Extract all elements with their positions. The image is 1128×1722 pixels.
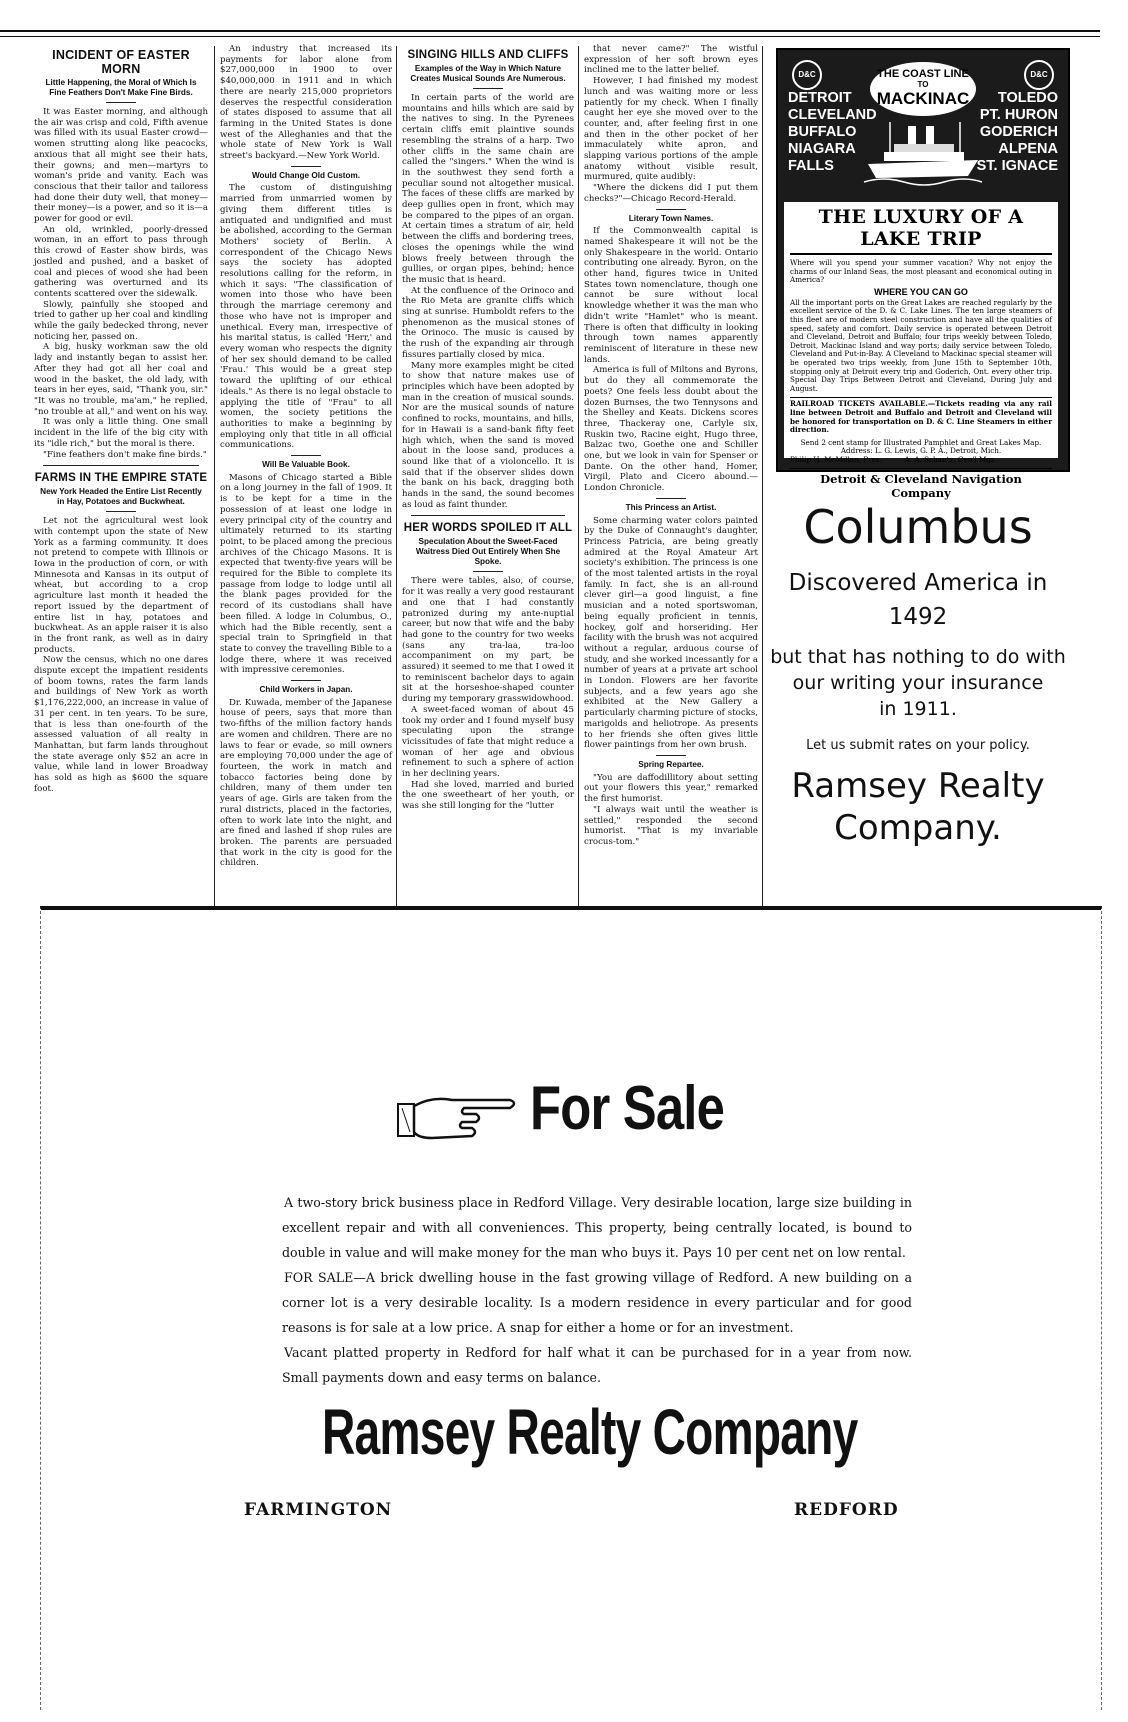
for-sale-body: [282, 1190, 912, 1390]
coast-line-badge: [870, 62, 976, 116]
headline-singing-hills: SINGING HILLS AND CLIFFS: [407, 49, 569, 61]
columbus-line: our writing your insurance: [792, 672, 1044, 694]
paragraph: An industry that increased its payments for labor alone from $27,000,000 in 1900 to over $40,000,000 in 1911 and in which there are nearly 215,000 proprietors deserves the respectful consideration of states disposed to assume that all farming in the United States is done west of the Alleghanies and that the whole state of New York is Wall street's backyard.—New York World.: [220, 44, 392, 162]
separator: [656, 498, 686, 499]
paragraph: "Where the dickens did I put them checks?"—Chicago Record-Herald.: [584, 183, 758, 204]
for-sale-title: For Sale: [530, 1074, 725, 1143]
column-divider: [396, 46, 397, 906]
separator: [291, 166, 321, 167]
coast-line-ad: [776, 48, 1070, 501]
columbus-year: 1492: [888, 604, 948, 630]
subhead-literary-towns: Literary Town Names.: [628, 213, 714, 223]
paragraph: There were tables, also, of course, for it was really a very good restaurant and one that I had constantly patronized during my ante-nuptial career, but now that wife and the baby had gone to the country for two weeks (sans any tra-laa, tra-loo accompaniment on my part, be assured) it seemed to me that I owed it to reminiscent bachelor days to again sit at the horseshoe-shaped counter during my temporary grasswidowhood.: [402, 576, 574, 705]
paragraph: Many more examples might be cited to show that nature makes use of principles which have been adopted by man in the creation of musical sounds. Nor are the musical sounds of nature confined to rocks, mountains, and hills, for in Hawaii is a sand-bank fifty feet high which, when the sand is moved about in the loose sand, produces a sound like that of a violoncello. It is said that if the observer slides down the bank on his back, dragging both hands in the sand, the sound becomes as loud as faint thunder.: [402, 360, 574, 510]
separator: [473, 571, 503, 572]
dc-logo-icon: D&C: [792, 60, 822, 90]
column-2: [220, 44, 392, 900]
columbus-line: but that has nothing to do with: [770, 646, 1066, 668]
deck-her-words: Speculation About the Sweet-Faced Waitress Died Out Entirely When She Spoke.: [415, 537, 561, 567]
subhead-princess-artist: This Princess an Artist.: [625, 502, 717, 512]
separator: [411, 515, 566, 516]
columbus-ad: [768, 500, 1068, 849]
top-rule-thin: [0, 36, 1100, 37]
where-heading: WHERE YOU CAN GO: [874, 286, 968, 297]
deck-farms: New York Headed the Entire List Recently in Hay, Potatoes and Buckwheat.: [40, 487, 202, 507]
columbus-line: in 1911.: [879, 698, 957, 720]
deck-easter-morn: Little Happening, the Moral of Which Is Fine Feathers Don't Make Fine Birds.: [45, 78, 197, 97]
column-1: [34, 44, 208, 900]
paragraph: It was Easter morning, and although the air was crisp and cold, Fifth avenue was filled with its usual Easter crowd—women strutting along like peacocks, anxious that all might see their hats, their gowns; and men—martyrs to woman's pride and vanity. Each was conscious that their tailor and tailoress had done their duty well, that money—their money—is a power, and so it is—a power for good or evil.: [34, 107, 208, 225]
sale-paragraph: FOR SALE—A brick dwelling house in the fast growing village of Redford. A new building on a corner lot is a very desirable locality. Is a modern residence in every particular and for good reasons is for sale at a low price. A snap for either a home or for an investment.: [282, 1270, 912, 1335]
city-name: CLEVELAND: [788, 107, 877, 123]
columbus-company: Company.: [834, 808, 1002, 848]
coast-railroad: RAILROAD TICKETS AVAILABLE.—Tickets reading via any rail line between Detroit and Buffalo and Detroit and Cleveland will be honored for transportation on D. & C. Line Steamers in either direction.: [790, 399, 1052, 435]
separator: [656, 755, 686, 756]
sale-town-right: REDFORD: [794, 1500, 899, 1520]
separator: [656, 209, 686, 210]
columbus-cta: Let us submit rates on your policy.: [806, 738, 1030, 753]
columbus-title: Columbus: [803, 500, 1033, 554]
pointing-hand-icon: [392, 1086, 520, 1146]
column-divider: [762, 46, 763, 906]
luxury-heading: THE LUXURY OF A LAKE TRIP: [790, 206, 1052, 255]
subhead-spring-repartee: Spring Repartee.: [638, 760, 704, 769]
subhead-child-workers: Child Workers in Japan.: [259, 685, 353, 695]
coast-address: Address: L. G. Lewis, G. P. A., Detroit, Mich.: [840, 446, 1002, 456]
paragraph: "I always wait until the weather is settled," responded the second humorist. "That is my invariable crocus-tom.": [584, 804, 758, 847]
paragraph: In certain parts of the world are mountains and hills which are said by the natives to sing. In the Pyrenees certain cliffs emit plaintive sounds resembling the strains of a harp. Two other cliffs in the same chain are called the "singers." When the wind is in the southwest they send forth a peculiar sound not altogether musical. The faces of these cliffs are marked by deep gullies open in front, which may be compared to the pipes of an organ. At certain times a stratum of air, held between the cliffs and bordering trees, closes the openings while the wind blows freely between through the gullies, or organ pipes, behind; hence the music that is heard.: [402, 93, 574, 285]
paragraph: Slowly, painfully she stooped and tried to gather up her coal and kindling while the gaily bedecked throng, never noticing her, passed on.: [34, 299, 208, 342]
badge-line: TO: [917, 80, 929, 89]
sale-paragraph: A two-story brick business place in Redford Village. Very desirable location, large size building in excellent repair and with all conveniences. This property, being centrally located, is bound to double in value and will make money for the man who buys it. Pays 10 per cent net on low rental.: [282, 1195, 912, 1260]
headline-easter-morn: INCIDENT OF EASTER MORN: [52, 48, 190, 76]
steamship-icon: [864, 120, 982, 186]
paragraph: "Fine feathers don't make fine birds.": [43, 449, 207, 460]
paragraph: that never came?" The wistful expression of her soft brown eyes inclined me to the latter belief.: [584, 44, 758, 76]
column-4: [584, 44, 758, 900]
paragraph: An old, wrinkled, poorly-dressed woman, in an effort to pass through this crowd of Easter show birds, was jostled and pushed, and a basket of coal and pieces of wood she had been gathering was overturned and its contents scattered over the sidewalk.: [34, 224, 208, 299]
paragraph: Now the census, which no one dares dispute except the impatient residents of boom towns, rates the farm lands and buildings of New York as worth $1,176,222,000, an increase in value of 31 per cent. in ten years. To be sure, that is less than one-fourth of the assessed valuation of all realty in Manhattan, but farm lands throughout the state average only $52 an acre in value, while land in lower Broadway has sold as high as $600 the square foot.: [34, 655, 208, 794]
city-name: TOLEDO: [997, 90, 1058, 106]
paragraph: The custom of distinguishing married from unmarried women by giving them different titles is antiquated and undignified and must be abolished, according to the German Mothers' society of Berlin. A correspondent of the Chicago News says the society has adopted resolutions calling for the reform, in which it says: "The classification of women into those who have been through the marriage ceremony and those who have not is improper and unethical. Every man, irrespective of his marital status, is called 'Herr,' and every woman who respects the dignity of her sex should demand to be called 'Frau.' This would be a great step toward the uplifting of our ethical ideals." As there is no legal obstacle to applying the title of "Frau" to all women, the society petitions the authorities to make a beginning by employing only that title in all official communications.: [220, 183, 392, 451]
separator: [291, 455, 321, 456]
column-divider: [214, 46, 215, 906]
paragraph: At the confluence of the Orinoco and the Rio Meta are granite cliffs which sing at sunrise. Humboldt refers to the phenomenon as the musical stones of the Orinoco. The music is caused by the rush of the expanding air through fissures partially closed by mica.: [402, 285, 574, 360]
paragraph: Dr. Kuwada, member of the Japanese house of peers, says that more than two-fifths of the million factory hands are women and children. There are no laws to fear or evade, so mill owners are employing 70,000 under the age of fourteen, the work in match and tobacco factories being done by children, many of them under ten years of age. Girls are taken from the rural districts, placed in the factories, often to work late into the night, and are fined and lashed if shop rules are broken. The parents are persuaded that work in the city is good for the children.: [220, 697, 392, 869]
coast-intro: Where will you spend your summer vacation? Why not enjoy the charms of our Inland Seas, the most pleasant and economical outing in America?: [790, 258, 1052, 285]
columbus-line: Discovered America in: [788, 570, 1048, 596]
city-name: DETROIT: [788, 90, 852, 106]
badge-destination: MACKINAC: [876, 89, 970, 108]
city-name: FALLS: [788, 158, 834, 174]
paragraph: A sweet-faced woman of about 45 took my order and I found myself busy speculating upon the strange vicissitudes of fate that might reduce a woman of her age and obvious refinement to such a sphere of action in her declining years.: [402, 704, 574, 780]
separator: [106, 102, 136, 103]
city-name: ST. IGNACE: [976, 158, 1058, 174]
city-name: BUFFALO: [788, 124, 857, 140]
city-name: GODERICH: [979, 124, 1058, 140]
column-divider: [578, 46, 579, 906]
deck-singing-hills: Examples of the Way in Which Nature Creates Musical Sounds Are Numerous.: [410, 64, 566, 83]
city-name: NIAGARA: [788, 141, 856, 157]
separator: [473, 88, 503, 89]
subhead-valuable-book: Will Be Valuable Book.: [262, 460, 350, 470]
top-rule: [0, 30, 1100, 32]
paragraph: If the Commonwealth capital is named Shakespeare it will not be the only Shakespeare in the world. Ontario contributing one already. Byron, on the other hand, figures twice in United States town nomenclature, though one cannot be sure without local knowledge whether it was the man who didn't write "Hamlet" who is meant. There is often that difficulty in looking through town names apparently reminiscent of literature in these new lands.: [584, 226, 758, 365]
coast-body: All the important ports on the Great Lakes are reached regularly by the excellent service of the D. & C. Lake Lines. The ten large steamers of this fleet are of modern steel construction and have all the qualities of speed, safety and comfort. Daily service is operated between Detroit and Cleveland, Detroit and Buffalo; four trips weekly between Toledo, Detroit, Mackinac Island and way ports; daily service between Toledo, Cleveland and Put-in-Bay. A Cleveland to Mackinac special steamer will be operated two trips weekly, from June 15th to September 10th, stopping only at Detroit every trip and Goderich, Ont. every other trip. Special Day Trips Between Detroit and Cleveland, During July and August.: [790, 297, 1052, 393]
sale-town-left: FARMINGTON: [244, 1500, 393, 1520]
city-name: ALPENA: [998, 141, 1058, 157]
columbus-company: Ramsey Realty: [791, 766, 1045, 806]
coast-send: Send 2 cent stamp for Illustrated Pamphlet and Great Lakes Map.: [800, 437, 1042, 447]
paragraph: However, I had finished my modest lunch and was waiting more or less patiently for my check. When I finally caught her eye she moved over to the counter, and, after feeling first in one and then in the other pocket of her immaculately white apron, and slapping various portions of the ample anatomy without visible result, murmured, quite audibly:: [584, 76, 758, 183]
dc-logo-icon: D&C: [1024, 60, 1054, 90]
coast-company: Detroit & Cleveland Navigation Company: [790, 468, 1052, 500]
cities-right: [977, 90, 1058, 175]
sale-company: Ramsey Realty Company: [322, 1396, 858, 1468]
headline-her-words: HER WORDS SPOILED IT ALL: [403, 522, 573, 535]
separator: [43, 465, 200, 466]
headline-farms: FARMS IN THE EMPIRE STATE: [34, 472, 208, 485]
subhead-old-custom: Would Change Old Custom.: [251, 170, 361, 180]
sale-paragraph: Vacant platted property in Redford for half what it can be purchased for in a year from now. Small payments down and easy terms on balance.: [282, 1345, 912, 1385]
paragraph: Had she loved, married and buried the one sweetheart of her youth, or was she still longing for the "lutter: [402, 779, 574, 812]
column-3: [402, 44, 574, 900]
separator: [106, 511, 136, 512]
paragraph: A big, husky workman saw the old lady and instantly began to assist her. After they had got all her coal and wood in the basket, the old lady, with tears in her eyes, said, "Thank you, sir." "It was no trouble, ma'am," he replied, "no trouble at all," and went on his way.: [34, 342, 208, 417]
paragraph: "You are daffodillitory about setting out your flowers this year," remarked the first humorist.: [584, 772, 758, 805]
paragraph: It was only a little thing. One small incident in the life of the big city with its "idle rich," but the moral is there.: [34, 417, 208, 449]
city-name: PT. HURON: [979, 107, 1058, 123]
paragraph: Masons of Chicago started a Bible on a long journey in the fall of 1909. It is to be kept for a time in the possession of at least one lodge in every principal city of the country and ultimately returned to its starting point, to be placed among the precious archives of the Chicago Masons. It is expected that twenty-five years will be required for the Bible to complete its passage from lodge to lodge until all the blank pages provided for the record of its custodians shall have been filled. A lodge in Columbus, O., which had the Bible recently, sent a special train to Springfield in that state to convey the travelling Bible to a lodge there, where it was received with impressive ceremonies.: [220, 472, 392, 676]
coast-ad-body: [784, 202, 1058, 501]
separator: [291, 680, 321, 681]
paragraph: America is full of Miltons and Byrons, but do they all commemorate the poets? One feels less doubt about the dozen Burnses, the two Tennysons and the Shelley and Keats. Dickens scores three, Thackeray one, Carlyle six, Ruskin two, Racine eight, Hugo three, Balzac two, Goethe one and Schiller one, but we look in vain for Spenser or Dante. On the other hand, Homer, Virgil, Plato and Cicero abound.—London Chronicle.: [584, 365, 758, 494]
paragraph: Some charming water colors painted by the Duke of Connaught's daughter, Princess Patricia, are being greatly admired at the Royal Amateur Art society's exhibition. The princess is one of the most talented artists in the royal family. In fact, she is an all-round clever girl—a good linguist, a fine musician and a noted sportswoman, being equally proficient in tennis, hockey, golf and horseriding. Her facility with the brush was not acquired without a regular, arduous course of study, and she worked incessantly for a number of years at a private art school in London. Flowers are her favorite subjects, and a few years ago she exhibited at the New Gallery a particularly charming picture of stocks, marigolds and heliotrope. As presents to her friends she often gives little flower paintings from her own brush.: [584, 515, 758, 751]
coast-officers: Philip H. McMillan, Pres. A. A. Schantz, Gen'l Mgr.: [790, 454, 996, 464]
paragraph: Let not the agricultural west look with contempt upon the state of New York as a farming community. It does not pretend to compete with Illinois or Iowa in the production of corn, or with Minnesota and Kansas in its output of wheat, but according to a crop agriculture last month it headed the report issued by the department of entire list in hay, potatoes and buckwheat. As an apple raiser it is also in the front rank, as well as in dairy products.: [34, 516, 208, 655]
badge-line: THE COAST LINE: [877, 68, 969, 80]
